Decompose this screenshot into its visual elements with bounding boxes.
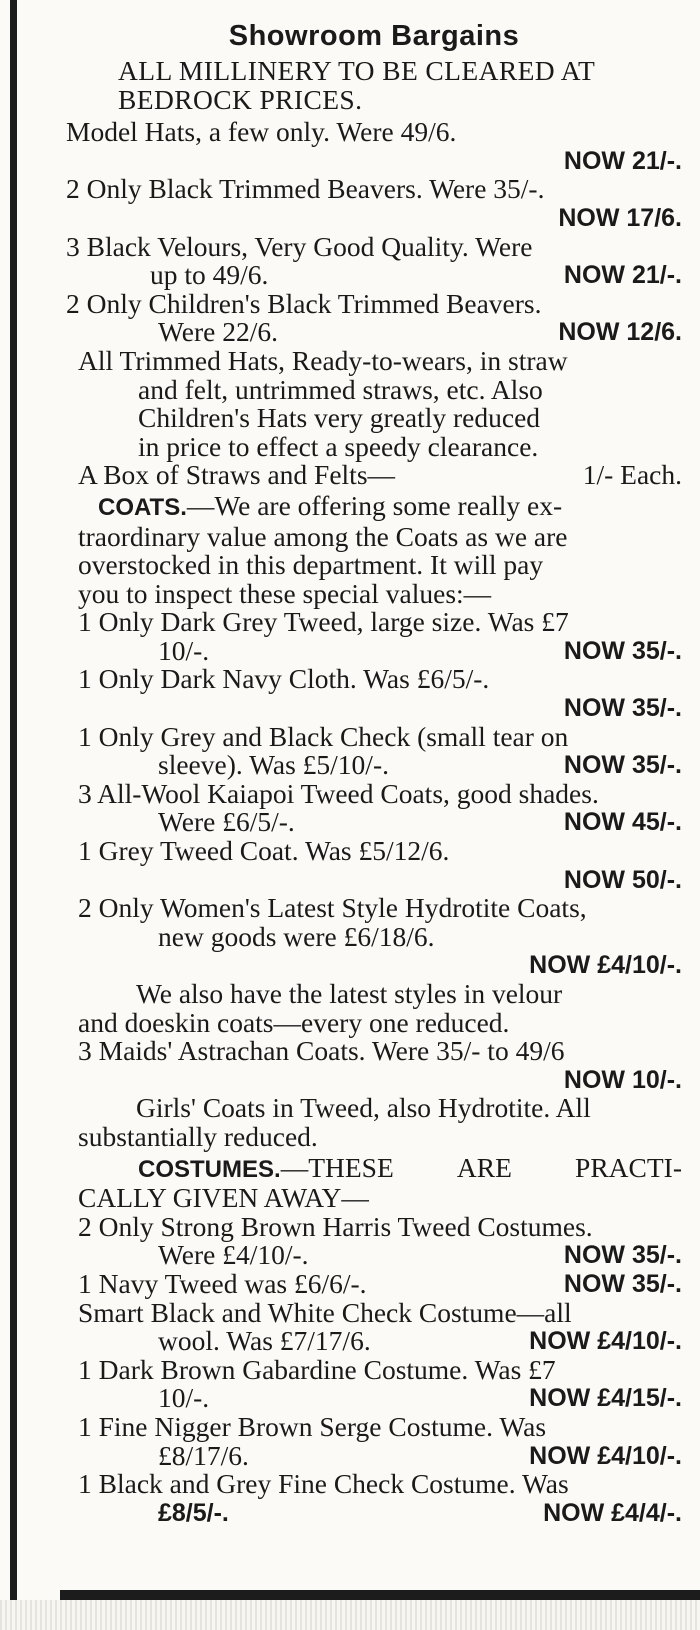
price-kaiapoi: NOW 45/-.: [563, 808, 682, 837]
item-child-beavers-line-2: Were 22/6.: [158, 316, 278, 348]
item-gabardine-row: [66, 1384, 682, 1413]
item-serge: 1 Fine Nigger Brown Serge Costume. Was: [78, 1410, 547, 1442]
price-black-white-check: NOW £4/10/-.: [529, 1327, 682, 1356]
item-navy-tweed: 1 Navy Tweed was £6/6/-.: [78, 1267, 367, 1299]
item-beavers: 2 Only Black Trimmed Beavers. Were 35/-.: [66, 173, 545, 205]
coats-intro-line-3: overstocked in this department. It will pay: [78, 549, 544, 581]
price-gabardine: NOW £4/15/-.: [529, 1384, 682, 1413]
item-navy-cloth: 1 Only Dark Navy Cloth. Was £6/5/-.: [78, 663, 490, 695]
item-fine-check-row: [66, 1499, 682, 1528]
item-black-white-check-line-2: wool. Was £7/17/6.: [158, 1325, 371, 1357]
item-hydrotite: 2 Only Women's Latest Style Hydrotite Coats,: [78, 892, 587, 924]
item-black-white-check: Smart Black and White Check Costume—all: [78, 1296, 572, 1328]
item-model-hats: Model Hats, a few only. Were 49/6.: [66, 116, 457, 148]
item-grey-black-check: 1 Only Grey and Black Check (small tear on: [78, 720, 569, 752]
coats-intro-text-1: —We are offering some really ex-: [186, 489, 563, 521]
costumes-intro-line-2: CALLY GIVEN AWAY—: [78, 1182, 369, 1214]
item-dark-grey-tweed: 1 Only Dark Grey Tweed, large size. Was £7: [78, 606, 569, 638]
velour-line-2: and doeskin coats—every one reduced.: [78, 1006, 510, 1038]
costumes-heading: COSTUMES.: [138, 1155, 281, 1183]
price-hydrotite: NOW £4/10/-.: [529, 951, 682, 980]
millinery-heading-line-2: BEDROCK PRICES.: [118, 83, 363, 115]
millinery-heading-line-1: ALL MILLINERY TO BE CLEARED AT: [118, 55, 596, 86]
price-model-hats: NOW 21/-.: [563, 146, 682, 175]
price-child-beavers: NOW 12/6.: [558, 318, 682, 347]
price-navy-tweed: NOW 35/-.: [563, 1269, 682, 1298]
item-dark-grey-tweed-line-2: 10/-.: [158, 634, 210, 666]
item-serge-line-2: £8/17/6.: [158, 1439, 249, 1471]
girls-coats-line-1: Girls' Coats in Tweed, also Hydrotite. All: [136, 1092, 591, 1124]
item-trimmed-hats-line-2: and felt, untrimmed straws, etc. Also: [138, 373, 543, 405]
page-title: Showroom Bargains: [228, 20, 520, 52]
item-harris-tweed: 2 Only Strong Brown Harris Tweed Costumes.: [78, 1210, 593, 1242]
item-kaiapoi-line-2: Were £6/5/-.: [158, 806, 295, 838]
item-harris-tweed-line-2: Were £4/10/-.: [158, 1239, 309, 1271]
price-beavers: NOW 17/6.: [558, 203, 682, 232]
item-trimmed-hats-line-3: Children's Hats very greatly reduced: [138, 402, 541, 434]
item-harris-tweed-row: [66, 1241, 682, 1270]
item-grey-black-check-line-2: sleeve). Was £5/10/-.: [158, 749, 389, 781]
item-navy-tweed-row: [66, 1267, 682, 1299]
price-fine-check: NOW £4/4/-.: [543, 1498, 682, 1527]
item-gabardine: 1 Dark Brown Gabardine Costume. Was £7: [78, 1353, 556, 1385]
price-velours: NOW 21/-.: [563, 261, 682, 290]
item-child-beavers: 2 Only Children's Black Trimmed Beavers.: [66, 287, 542, 319]
item-grey-tweed-coat: 1 Grey Tweed Coat. Was £5/12/6.: [78, 835, 450, 867]
coats-heading: COATS.: [98, 493, 187, 521]
item-child-beavers-row: [66, 318, 682, 347]
left-column-rule: [10, 0, 17, 1600]
coats-intro-line-2: traordinary value among the Coats as we are: [78, 520, 568, 552]
advertisement-column: [66, 20, 682, 1527]
item-fine-check-line-2: £8/5/-.: [158, 1498, 229, 1527]
price-navy-cloth: NOW 35/-.: [563, 694, 682, 723]
item-hydrotite-line-2: new goods were £6/18/6.: [158, 920, 435, 952]
price-box: 1/- Each.: [582, 459, 682, 491]
item-kaiapoi-row: [66, 808, 682, 837]
velour-line-1: We also have the latest styles in velour: [136, 978, 563, 1009]
costumes-intro-c: PRACTI-: [575, 1151, 682, 1183]
item-box-row: [66, 461, 682, 490]
item-velours-row: [66, 261, 682, 290]
item-grey-black-check-row: [66, 751, 682, 780]
coats-intro-line-1: [66, 489, 682, 523]
price-serge: NOW £4/10/-.: [529, 1441, 682, 1470]
item-fine-check: 1 Black and Grey Fine Check Costume. Was: [78, 1468, 569, 1500]
paper-edge: [0, 1600, 700, 1630]
item-box: A Box of Straws and Felts—: [78, 459, 396, 491]
price-harris-tweed: NOW 35/-.: [563, 1241, 682, 1270]
costumes-intro-line-1: [66, 1151, 682, 1185]
price-grey-black-check: NOW 35/-.: [563, 751, 682, 780]
price-maids-astrachan: NOW 10/-.: [563, 1065, 682, 1094]
price-grey-tweed-coat: NOW 50/-.: [563, 865, 682, 894]
item-gabardine-line-2: 10/-.: [158, 1382, 210, 1414]
item-maids-astrachan: 3 Maids' Astrachan Coats. Were 35/- to 49/6: [78, 1035, 565, 1067]
item-dark-grey-tweed-row: [66, 634, 682, 666]
item-black-white-check-row: [66, 1327, 682, 1356]
item-trimmed-hats-line-1: All Trimmed Hats, Ready-to-wears, in straw: [78, 344, 568, 376]
item-serge-row: [66, 1439, 682, 1471]
costumes-intro-b: ARE: [456, 1151, 512, 1183]
costumes-intro-a: —THESE: [280, 1151, 394, 1183]
item-velours-line-2: up to 49/6.: [150, 259, 269, 291]
coats-intro-line-4: you to inspect these special values:—: [78, 577, 492, 609]
item-trimmed-hats-line-4: in price to effect a speedy clearance.: [138, 430, 539, 462]
item-velours: 3 Black Velours, Very Good Quality. Were: [66, 230, 533, 262]
price-dark-grey-tweed: NOW 35/-.: [563, 636, 682, 665]
girls-coats-line-2: substantially reduced.: [78, 1120, 318, 1152]
item-kaiapoi: 3 All-Wool Kaiapoi Tweed Coats, good shades.: [78, 777, 599, 809]
bottom-rule: [60, 1590, 700, 1600]
